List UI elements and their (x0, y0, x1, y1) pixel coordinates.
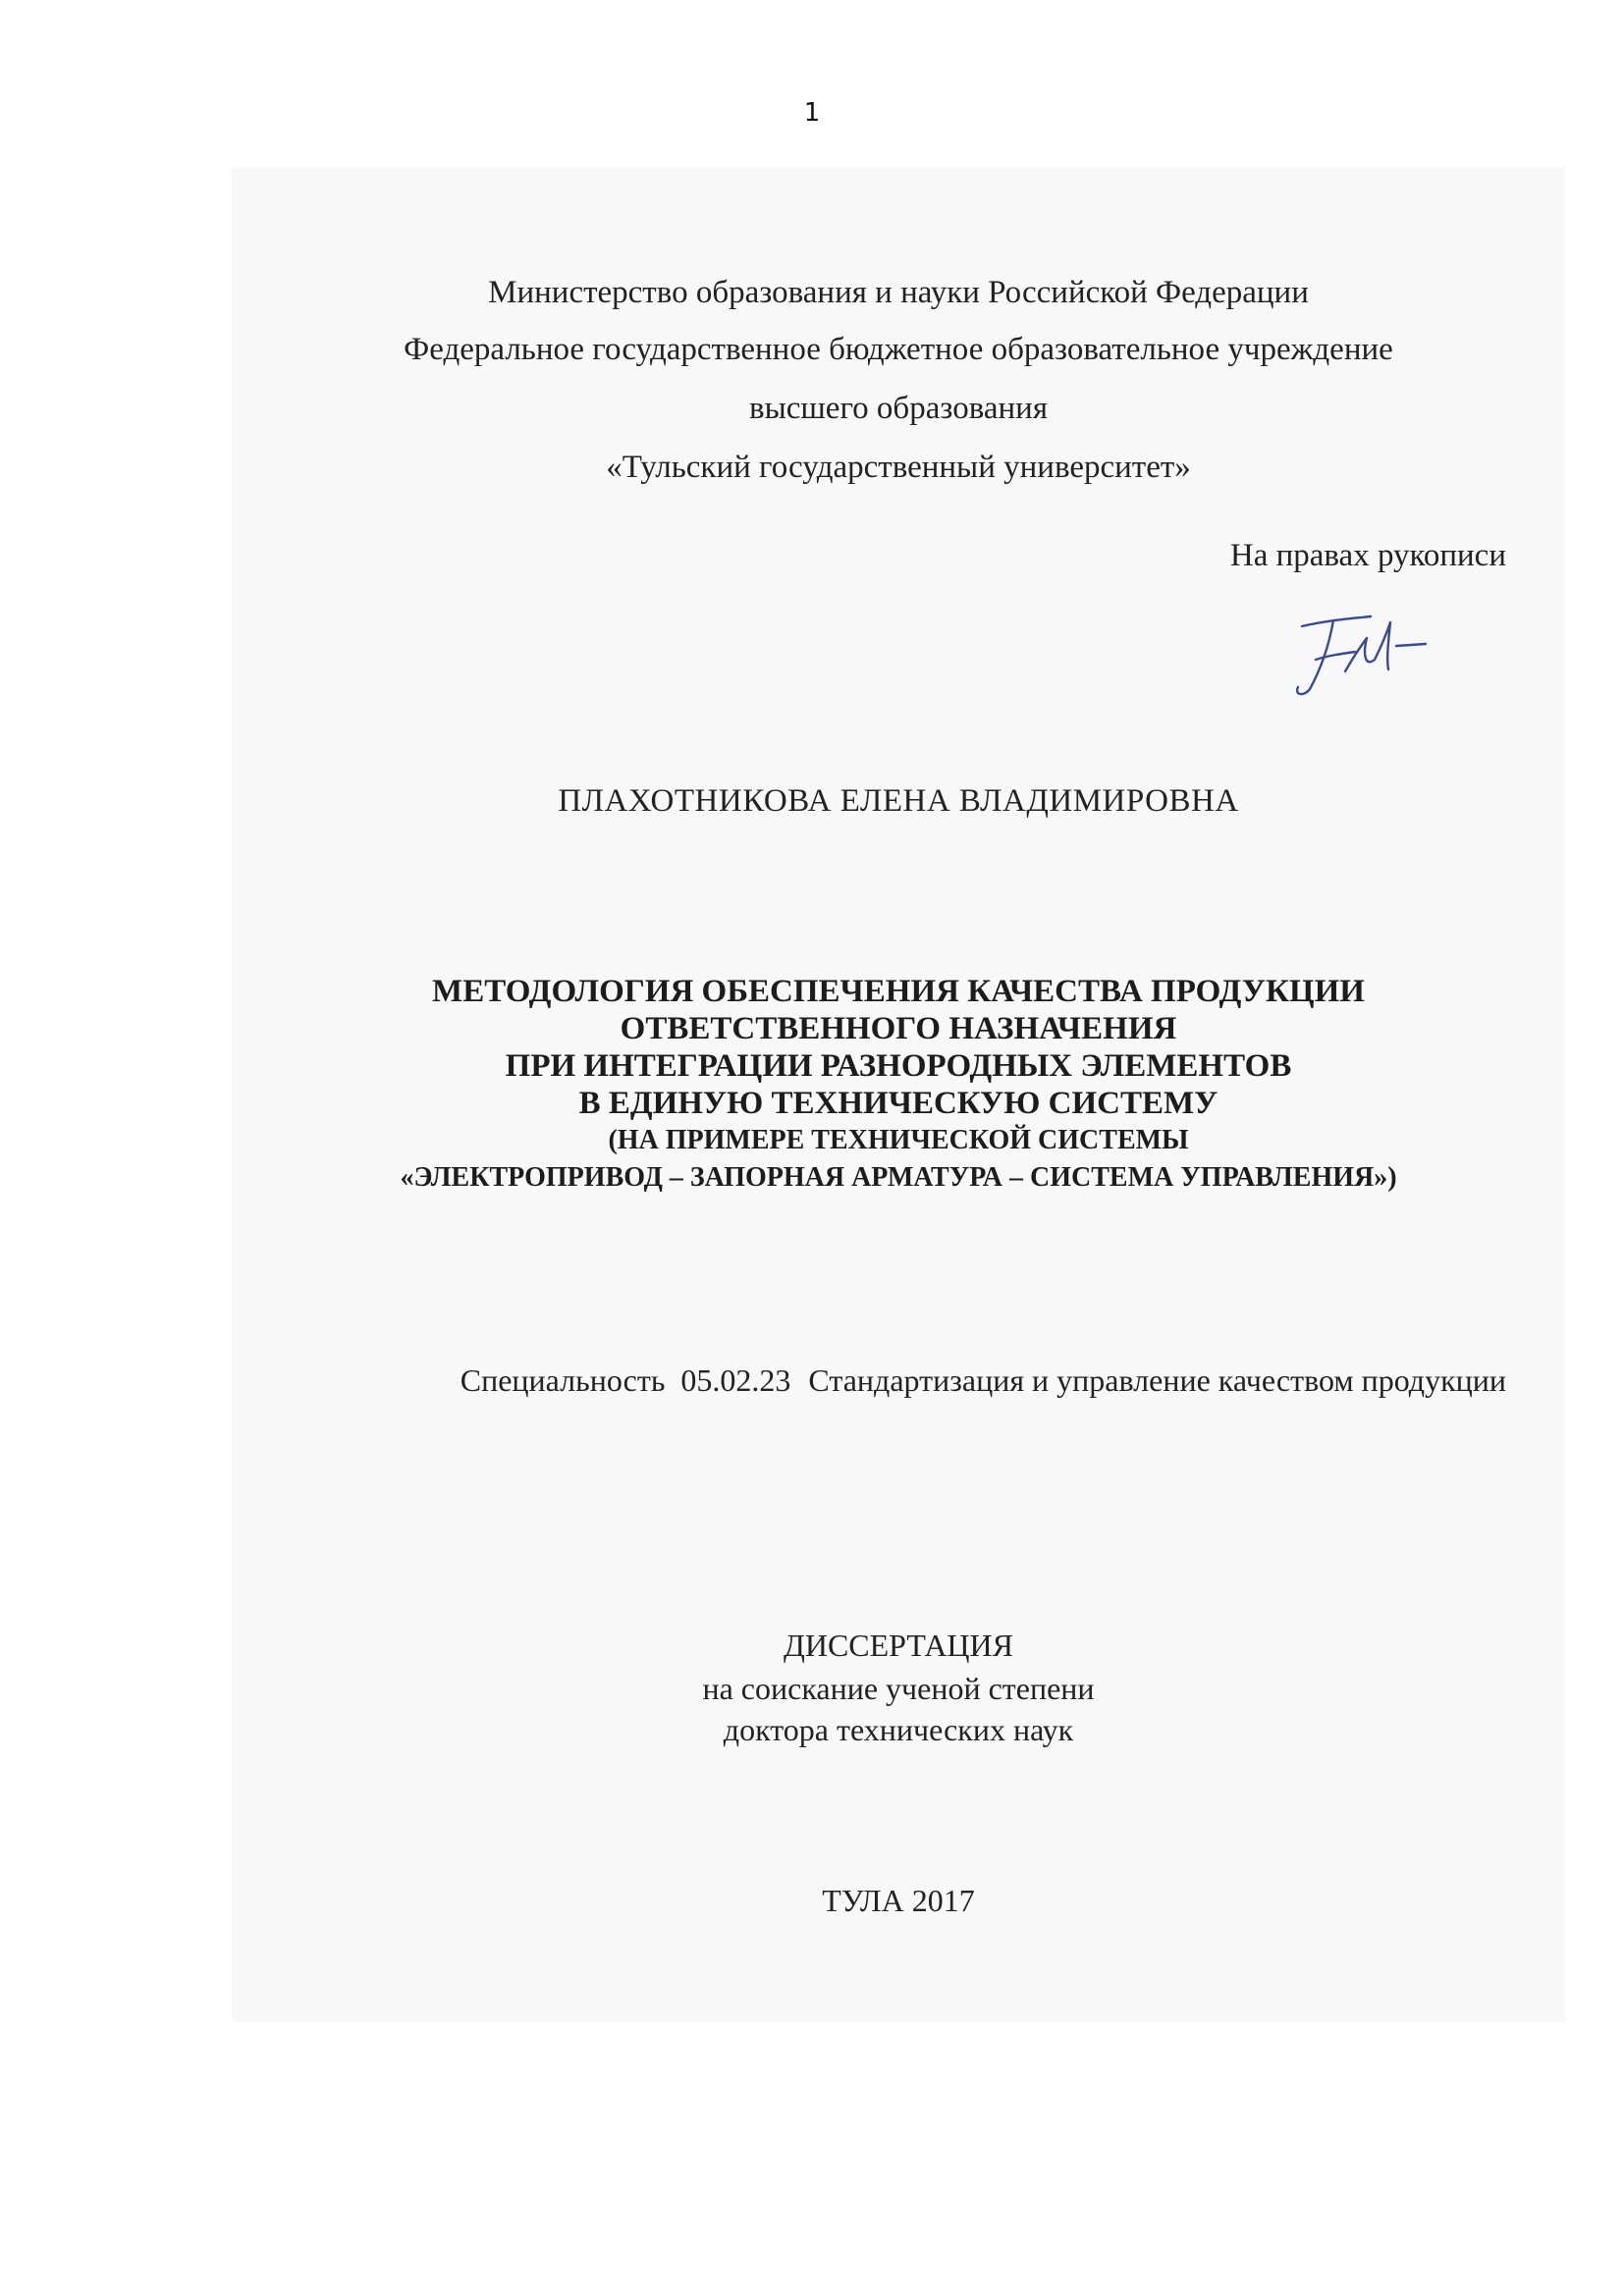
dissertation-purpose: на соискание ученой степени (702, 1671, 1095, 1706)
manuscript-note: На правах рукописи (1229, 538, 1506, 573)
dissertation-degree: доктора технических наук (723, 1712, 1074, 1747)
specialty-line (460, 1362, 1506, 1399)
title-line-2: ОТВЕТСТВЕННОГО НАЗНАЧЕНИЯ (620, 1011, 1177, 1046)
author-name: ПЛАХОТНИКОВА ЕЛЕНА ВЛАДИМИРОВНА (558, 783, 1239, 819)
title-line-3: ПРИ ИНТЕГРАЦИИ РАЗНОРОДНЫХ ЭЛЕМЕНТОВ (505, 1048, 1292, 1084)
education-level-line: высшего образования (749, 391, 1048, 426)
specialty-code: 05.02.23 (680, 1362, 791, 1398)
subtitle-line-2: «ЭЛЕКТРОПРИВОД – ЗАПОРНАЯ АРМАТУРА – СИСТЕМА УПРАВЛЕНИЯ») (400, 1162, 1397, 1193)
specialty-name: Стандартизация и управление качеством продукции (808, 1362, 1506, 1398)
title-line-1: МЕТОДОЛОГИЯ ОБЕСПЕЧЕНИЯ КАЧЕСТВА ПРОДУКЦИИ (432, 974, 1365, 1009)
city-year: ТУЛА 2017 (822, 1883, 975, 1918)
handwritten-signature-icon (1272, 599, 1439, 717)
page-number: 1 (803, 98, 821, 128)
dissertation-type: ДИССЕРТАЦИЯ (784, 1628, 1013, 1663)
university-line: «Тульский государственный университет» (606, 450, 1191, 485)
specialty-label: Специальность (460, 1362, 666, 1398)
subtitle-line-1: (НА ПРИМЕРЕ ТЕХНИЧЕСКОЙ СИСТЕМЫ (608, 1125, 1189, 1155)
ministry-line: Министерство образования и науки Российской Федерации (488, 275, 1309, 310)
scanned-title-page (232, 167, 1565, 2022)
title-line-4: В ЕДИНУЮ ТЕХНИЧЕСКУЮ СИСТЕМУ (578, 1086, 1218, 1121)
institution-type-line: Федеральное государственное бюджетное образовательное учреждение (404, 332, 1393, 367)
